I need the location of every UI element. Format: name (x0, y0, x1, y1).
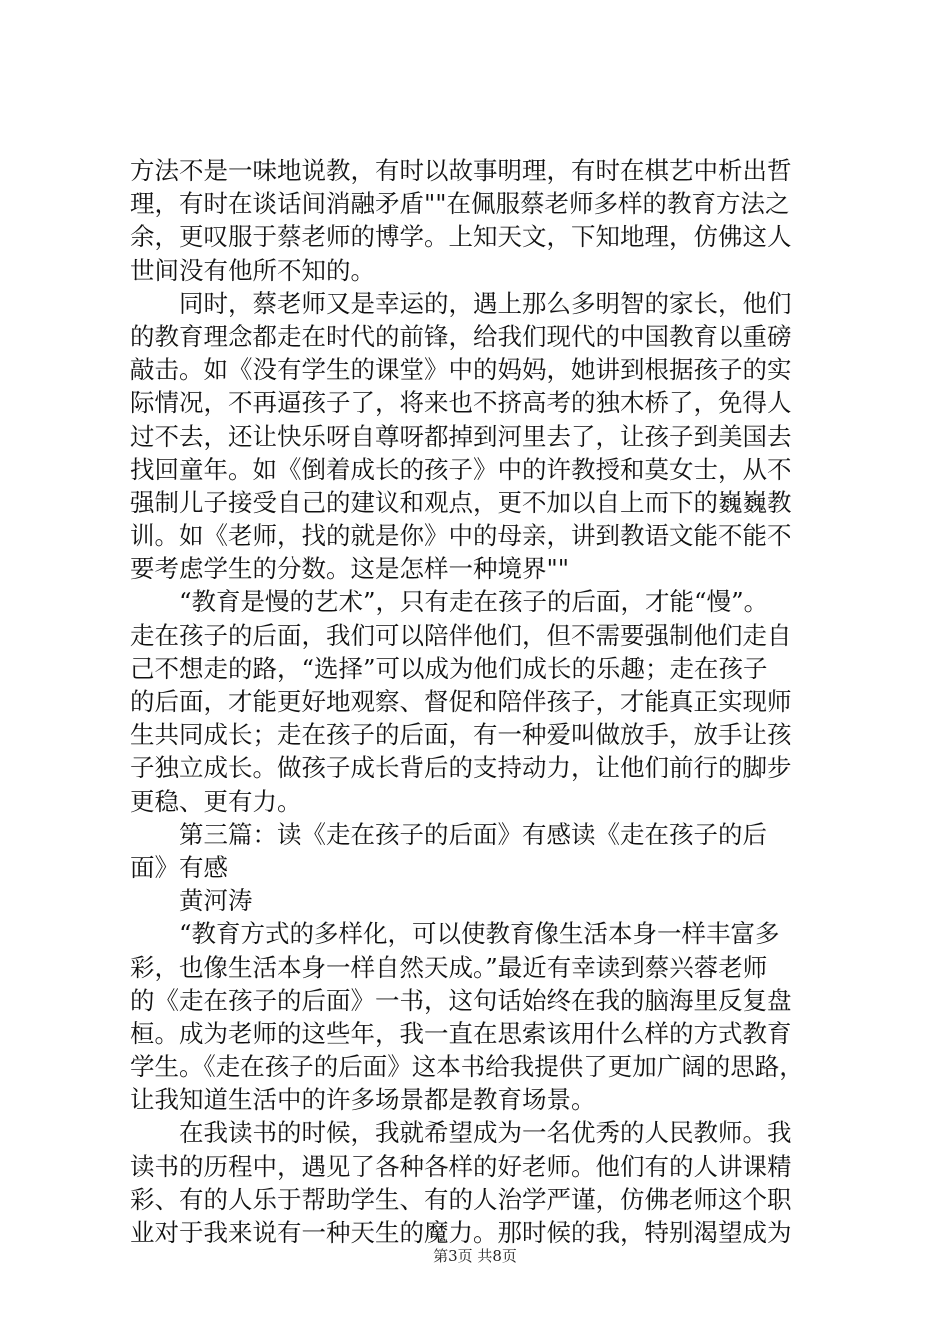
text-line: 面》有感 (130, 852, 228, 882)
text-line: “教育方式的多样化，可以使教育像生活本身一样丰富多 (130, 919, 780, 949)
text-line: 世间没有他所不知的。 (130, 255, 375, 285)
text-line: 训。如《老师，找的就是你》中的母亲，讲到教语文能不能不 (130, 521, 792, 551)
text-line: 彩，也像生活本身一样自然天成。”最近有幸读到蔡兴蓉老师 (130, 952, 768, 982)
text-line: 读书的历程中，遇见了各种各样的好老师。他们有的人讲课精 (130, 1151, 792, 1181)
text-line: 找回童年。如《倒着成长的孩子》中的许教授和莫女士，从不 (130, 454, 792, 484)
text-line: 要考虑学生的分数。这是怎样一种境界"" (130, 554, 570, 584)
text-line: 过不去，还让快乐呀自尊呀都掉到河里去了，让孩子到美国去 (130, 421, 792, 451)
text-line: 的后面，才能更好地观察、督促和陪伴孩子，才能真正实现师 (130, 687, 792, 716)
text-line: 彩、有的人乐于帮助学生、有的人治学严谨，仿佛老师这个职 (130, 1184, 792, 1214)
text-line: 的《走在孩子的后面》一书，这句话始终在我的脑海里反复盘 (130, 985, 792, 1015)
body-text (130, 154, 835, 1249)
text-line: 学生。《走在孩子的后面》这本书给我提供了更加广阔的思路， (130, 1052, 804, 1082)
text-line: 让我知道生活中的许多场景都是教育场景。 (130, 1085, 596, 1115)
text-line: 桓。成为老师的这些年，我一直在思索该用什么样的方式教育 (130, 1018, 792, 1048)
text-line: 际情况，不再逼孩子了，将来也不挤高考的独木桥了，免得人 (130, 388, 792, 418)
text-line: 第三篇：读《走在孩子的后面》有感读《走在孩子的后 (130, 819, 767, 849)
text-line: 子独立成长。做孩子成长背后的支持动力，让他们前行的脚步 (130, 753, 792, 783)
text-line: 业对于我来说有一种天生的魔力。那时候的我，特别渴望成为 (130, 1218, 792, 1247)
text-line: 更稳、更有力。 (130, 786, 302, 816)
text-line: 己不想走的路，“选择”可以成为他们成长的乐趣；走在孩子 (130, 653, 768, 683)
text-line: 方法不是一味地说教，有时以故事明理，有时在棋艺中析出哲 (130, 156, 792, 185)
text-line: 生共同成长；走在孩子的后面，有一种爱叫做放手，放手让孩 (130, 720, 792, 750)
text-line: 敲击。如《没有学生的课堂》中的妈妈，她讲到根据孩子的实 (130, 355, 792, 385)
text-line: 余，更叹服于蔡老师的博学。上知天文，下知地理，仿佛这人 (130, 222, 792, 252)
page-number-footer: 第3页 共8页 (433, 1247, 517, 1265)
text-line: 同时，蔡老师又是幸运的，遇上那么多明智的家长，他们 (130, 288, 792, 318)
text-line: 黄河涛 (130, 886, 253, 916)
text-line: 理，有时在谈话间消融矛盾""在佩服蔡老师多样的教育方法之 (130, 189, 790, 219)
text-line: “教育是慢的艺术”，只有走在孩子的后面，才能“慢”。 (130, 587, 769, 617)
text-line: 强制儿子接受自己的建议和观点，更不加以自上而下的巍巍教 (130, 487, 792, 517)
text-line: 的教育理念都走在时代的前锋，给我们现代的中国教育以重磅 (130, 321, 792, 351)
text-line: 在我读书的时候，我就希望成为一名优秀的人民教师。我 (130, 1118, 792, 1148)
text-line: 走在孩子的后面，我们可以陪伴他们，但不需要强制他们走自 (130, 620, 792, 650)
